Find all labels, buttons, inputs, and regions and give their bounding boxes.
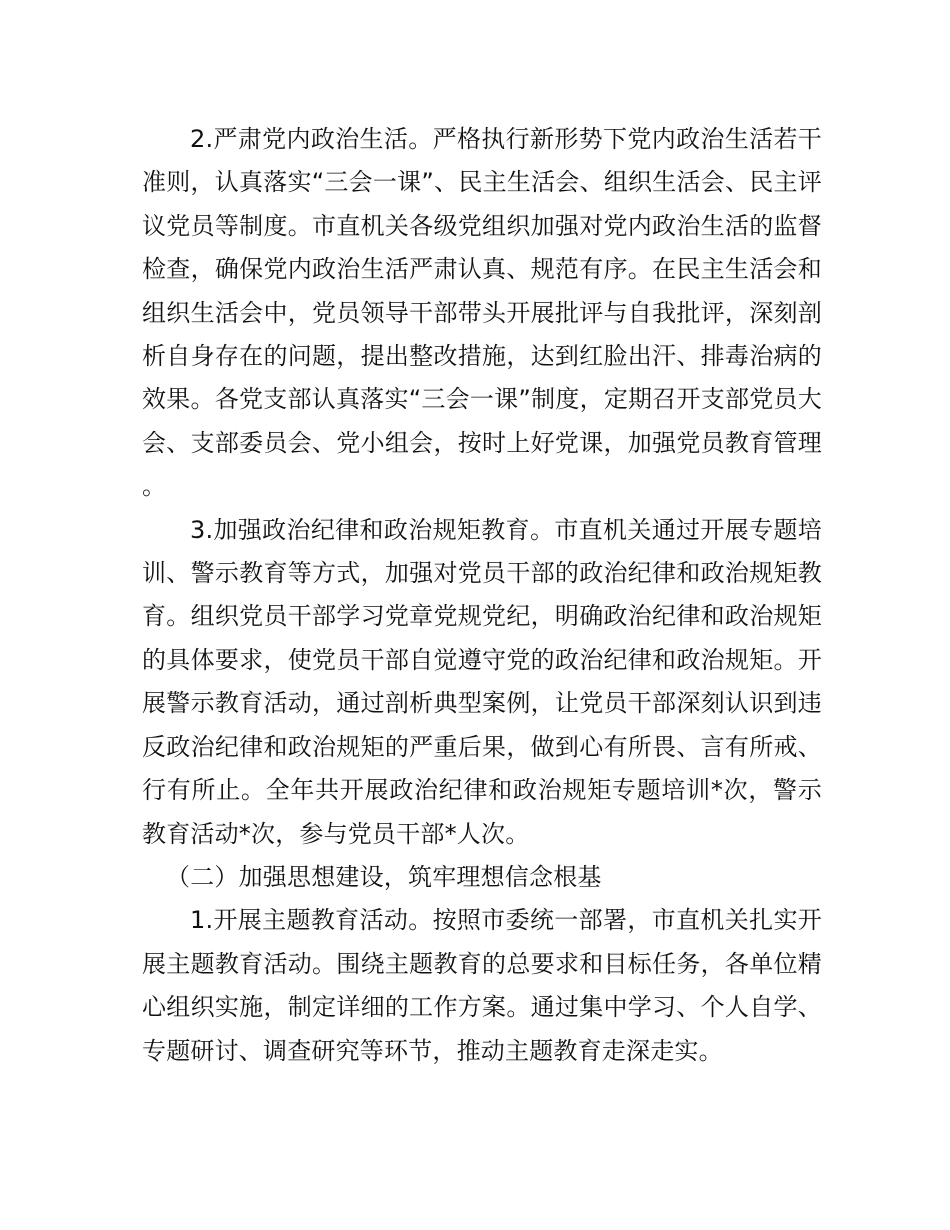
paragraph-strict-political-life: 2.严肃党内政治生活。严格执行新形势下党内政治生活若干准则，认真落实“三会一课”、民主生活会、组织生活会、民主评议党员等制度。市直机关各级党组织加强对党内政治生活的监督检查，确保党内政治生活严肃认真、规范有序。在民主生活会和组织生活会中，党员领导干部带头开展批评与自我批评，深刻剖析自身存在的问题，提出整改措施，达到红脸出汗、排毒治病的效果。各党支部认真落实“三会一课”制度，定期召开支部党员大会、支部委员会、党小组会，按时上好党课，加强党员教育管理。 <box>142 125 822 501</box>
paragraph-political-discipline-education: 3.加强政治纪律和政治规矩教育。市直机关通过开展专题培训、警示教育等方式，加强对党员干部的政治纪律和政治规矩教育。组织党员干部学习党章党规党纪，明确政治纪律和政治规矩的具体要求，使党员干部自觉遵守党的政治纪律和政治规矩。开展警示教育活动，通过剖析典型案例，让党员干部深刻认识到违反政治纪律和政治规矩的严重后果，做到心有所畏、言有所戒、行有所止。全年共开展政治纪律和政治规矩专题培训*次，警示教育活动*次，参与党员干部*人次。 <box>142 515 822 848</box>
section-heading-ideological-building: （二）加强思想建设，筑牢理想信念根基 <box>166 862 602 891</box>
paragraph-theme-education: 1.开展主题教育活动。按照市委统一部署，市直机关扎实开展主题教育活动。围绕主题教育的总要求和目标任务，各单位精心组织实施，制定详细的工作方案。通过集中学习、个人自学、专题研讨、调查研究等环节，推动主题教育走深走实。 <box>142 906 822 1065</box>
document-page <box>142 118 822 1073</box>
